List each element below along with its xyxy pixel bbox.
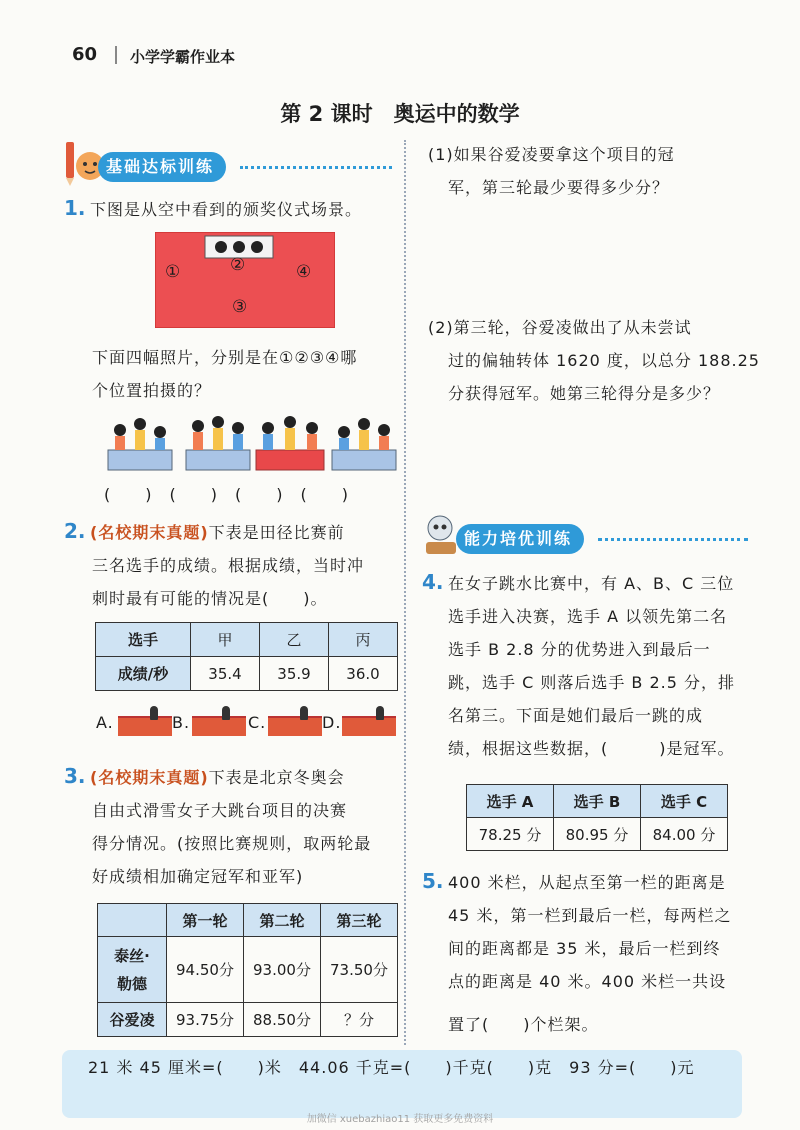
q5-text: 400 米栏，从起点至第一栏的距离是 [448,873,726,892]
table-cell: 36.0 [329,657,398,691]
table-cell: 84.00 分 [641,818,728,851]
table-cell: 88.50分 [244,1003,321,1037]
q3-text: 自由式滑雪女子大跳台项目的决赛 [92,801,348,820]
position-3: ③ [232,297,248,317]
option-b-label[interactable]: B. [172,713,191,732]
position-1: ① [165,262,181,282]
question-number-4: 4. [422,570,444,594]
option-a-label[interactable]: A. [96,713,114,732]
q4-text: 在女子跳水比赛中，有 A、B、C 三位 [448,574,735,593]
table-cell: 78.25 分 [467,818,554,851]
table-cell: 93.75分 [167,1003,244,1037]
q2-source-tag: (名校期末真题) [90,523,209,542]
column-divider [404,140,406,1045]
q5-text: 45 米，第一栏到最后一栏，每两栏之 [448,906,732,925]
podium-photo-1 [104,410,176,476]
podium-photo-4 [328,410,400,476]
table-cell: 35.9 [260,657,329,691]
section-dots [598,538,748,541]
q2-text: 下表是田径比赛前 [208,523,345,542]
table-cell: ？分 [321,1003,398,1037]
q1-text: 下面四幅照片，分别是在①②③④哪 [92,348,358,367]
runner-icon [150,706,158,720]
table-header: 第一轮 [167,904,244,937]
race-track-icon [192,716,246,736]
question-number-3: 3. [64,764,86,788]
table-header: 甲 [191,623,260,657]
q5-text[interactable]: 置了( )个栏架。 [448,1015,599,1034]
header-separator [115,46,117,64]
runner-icon [300,706,308,720]
table-header: 选手 [96,623,191,657]
runner-icon [376,706,384,720]
question-number-5: 5. [422,869,444,893]
position-2: ② [230,255,246,275]
q4-score-table [466,784,728,851]
athlete-name: 勒德 [116,974,147,993]
q4-text[interactable]: 绩，根据这些数据，( )是冠军。 [448,739,735,758]
table-header: 第二轮 [244,904,321,937]
option-c-label[interactable]: C. [248,713,267,732]
q4-text: 跳，选手 C 则落后选手 B 2.5 分，排 [448,673,736,692]
athlete-name: 泰丝· [114,946,150,965]
q3-text: 得分情况。(按照比赛规则，取两轮最 [92,834,372,853]
option-d-label[interactable]: D. [322,713,342,732]
q2-text: 三名选手的成绩。根据成绩，当时冲 [92,556,365,575]
q2-text-line1 [90,516,345,549]
q1-text: 下图是从空中看到的颁奖仪式场景。 [90,200,363,219]
q3-sub2: 过的偏轴转体 1620 度，以总分 188.25 [448,351,760,370]
question-number-1: 1. [64,196,86,220]
q3-sub1: 军，第三轮最少要得多少分？ [448,178,670,197]
q5-text: 点的距离是 40 米。400 米栏一共设 [448,972,727,991]
q3-text-line1 [90,761,345,794]
page-number: 60 [72,44,98,65]
q3-text: 好成绩相加确定冠军和亚军) [92,867,304,886]
table-cell: 73.50分 [321,937,398,1003]
q5-text: 间的距离都是 35 米，最后一栏到终 [448,939,721,958]
podium-photo-2 [182,410,254,476]
race-track-icon [342,716,396,736]
q2-text[interactable]: 刺时最有可能的情况是( )。 [92,589,328,608]
runner-icon [222,706,230,720]
section-dots [240,166,392,169]
section-banner-basic: 基础达标训练 [98,152,226,182]
q3-sub2: 分获得冠军。她第三轮得分是多少？ [448,384,721,403]
table-cell: 35.4 [191,657,260,691]
table-header: 选手 C [641,785,728,818]
table-corner [98,904,167,937]
race-track-icon [118,716,172,736]
q3-sub2: (2)第三轮，谷爱凌做出了从未尝试 [428,318,692,337]
q1-answer-blanks[interactable]: ( ) ( ) ( ) ( ) [104,485,349,504]
q3-text: 下表是北京冬奥会 [208,768,345,787]
q4-text: 选手进入决赛，选手 A 以领先第二名 [448,607,728,626]
position-4: ④ [296,262,312,282]
table-header: 丙 [329,623,398,657]
q3-source-tag: (名校期末真题) [90,768,209,787]
race-track-icon [268,716,322,736]
watermark: 加微信 xuebazhiao11 获取更多免费资料 [306,1114,494,1125]
question-number-2: 2. [64,519,86,543]
table-cell: 93.00分 [244,937,321,1003]
q4-text: 选手 B 2.8 分的优势进入到最后一 [448,640,711,659]
table-header: 选手 A [467,785,554,818]
q4-text: 名第三。下面是她们最后一跳的成 [448,706,704,725]
q1-text: 个位置拍摄的？ [92,381,212,400]
unit-conversion-exercise[interactable]: 21 米 45 厘米=( )米 44.06 千克=( )千克( )克 93 分=( )元 [88,1058,695,1077]
lesson-title: 第 2 课时 奥运中的数学 [280,102,520,126]
section-banner-advanced: 能力培优训练 [456,524,584,554]
table-header: 第三轮 [321,904,398,937]
table-header: 选手 B [554,785,641,818]
table-row-header [98,937,167,1003]
q3-score-table [97,903,398,1037]
q2-results-table [95,622,398,691]
table-cell: 成绩/秒 [96,657,191,691]
table-row-header: 谷爱凌 [98,1003,167,1037]
q3-sub1: (1)如果谷爱凌要拿这个项目的冠 [428,145,675,164]
table-header: 乙 [260,623,329,657]
book-title: 小学学霸作业本 [130,48,236,66]
table-cell: 80.95 分 [554,818,641,851]
table-cell: 94.50分 [167,937,244,1003]
podium-photo-3 [254,410,326,476]
